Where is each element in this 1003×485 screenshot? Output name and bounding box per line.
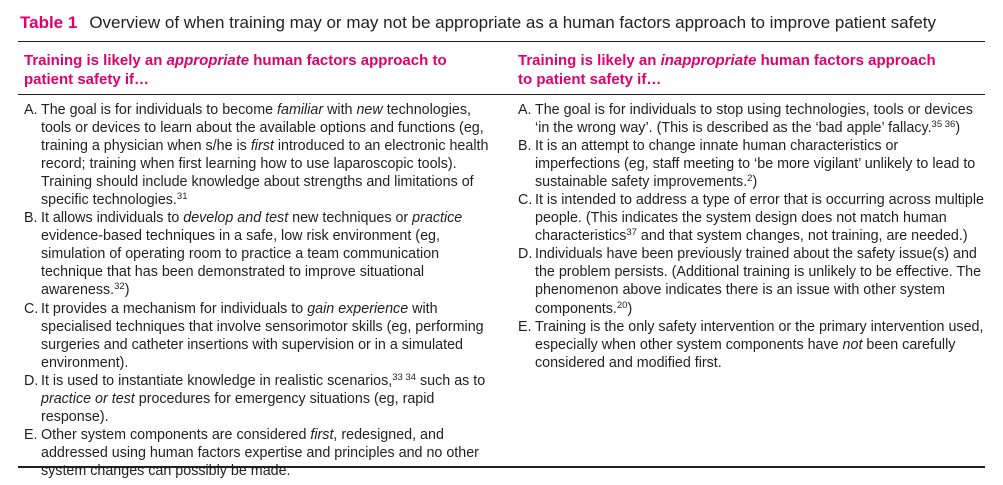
list-item [24, 426, 502, 480]
text-run: Training is likely an [518, 52, 661, 69]
text-run: been carefully considered and modified first. [535, 336, 956, 371]
list-item [518, 245, 984, 317]
text-run: Training is likely an [24, 52, 167, 69]
emphasized-text: practice or test [41, 390, 135, 407]
appropriate-items-list [24, 101, 502, 480]
text-run: and that system changes, not training, are needed.) [636, 228, 968, 245]
text-run: ) [627, 300, 633, 317]
text-run: Other system components are considered [41, 426, 311, 443]
text-run: introduced to an electronic health record; training when first learning how to use laparoscopic tools). Training should include knowledge about strengths and limitations of specific technologies. [41, 138, 489, 209]
text-run: It provides a mechanism for individuals to [41, 300, 308, 317]
top-rule [18, 41, 985, 42]
text-run: human factors approach to patient safety if… [24, 52, 447, 88]
citation-superscript: 33 34 [392, 371, 417, 383]
emphasized-text: new [356, 102, 383, 118]
text-run: , redesigned, and addressed using human factors expertise and principles and no other system changes can possibly be made. [41, 426, 479, 479]
emphasized-text: appropriate [166, 52, 250, 69]
item-letter: D. [24, 372, 39, 389]
text-run: It is intended to address a type of error that is occurring across multiple people. (This indicates the system design does not match human characteristics [535, 192, 984, 245]
list-item [24, 372, 502, 426]
text-run: ) [124, 282, 130, 299]
list-item [24, 300, 502, 372]
citation-superscript: 31 [176, 191, 188, 203]
inappropriate-items-list [518, 101, 984, 372]
emphasized-text: familiar [277, 102, 324, 118]
emphasized-text: gain experience [307, 300, 409, 317]
item-letter: E. [24, 426, 38, 443]
text-run: It is used to instantiate knowledge in realistic scenarios, [41, 372, 393, 389]
emphasized-text: first [310, 426, 334, 443]
citation-superscript: 35 36 [931, 119, 956, 131]
item-letter: B. [518, 138, 532, 155]
list-item [518, 137, 984, 191]
item-letter: A. [24, 102, 38, 118]
item-letter: A. [518, 102, 532, 118]
text-run: procedures for emergency situations (eg, rapid response). [41, 390, 435, 425]
item-letter: E. [518, 318, 532, 335]
text-run: The goal is for individuals to stop using technologies, tools or devices ‘in the wrong way’. (This is described as the ‘bad apple’ fallacy. [535, 102, 973, 137]
table-caption [20, 13, 936, 33]
column-header-inappropriate [518, 51, 948, 89]
emphasized-text: inappropriate [660, 52, 757, 69]
list-item [24, 209, 502, 299]
emphasized-text: practice [412, 210, 463, 227]
emphasized-text: first [250, 138, 274, 155]
item-letter: D. [518, 246, 533, 263]
text-run: new techniques or [288, 210, 413, 227]
text-run: It allows individuals to [41, 210, 184, 227]
text-run: with specialised techniques that involve sensorimotor skills (eg, performing surgeries and catheter insertions with supervision or in a simulated environment). [41, 300, 484, 371]
emphasized-text: not [842, 336, 863, 353]
text-run: such as to [416, 372, 486, 389]
emphasized-text: develop and test [183, 210, 289, 227]
text-run: The goal is for individuals to become [41, 102, 278, 118]
text-run: technologies, tools or devices to learn about the available options and functions (eg, training a physician when s/he is [41, 102, 484, 155]
column-header-appropriate [24, 51, 454, 89]
text-run: Training is the only safety intervention or the primary intervention used, especially when other system components have [535, 318, 984, 353]
table-label: Table 1 [20, 13, 78, 32]
list-item [24, 101, 502, 209]
citation-superscript: 32 [114, 281, 125, 293]
text-run: with [323, 102, 357, 118]
list-item [518, 318, 984, 372]
header-rule [18, 94, 985, 95]
list-item [518, 191, 984, 245]
citation-superscript: 2 [747, 173, 753, 185]
item-letter: C. [24, 300, 39, 317]
table-title: Overview of when training may or may not be appropriate as a human factors approach to improve patient safety [89, 13, 936, 32]
list-item [518, 101, 984, 137]
citation-superscript: 20 [616, 299, 628, 311]
text-run: ) [955, 120, 961, 137]
item-letter: C. [518, 192, 533, 209]
text-run: It is an attempt to change innate human characteristics or imperfections (eg, staff meeting to ‘be more vigilant’ unlikely to lead to sustainable safety improvements. [535, 138, 976, 191]
text-run: human factors approach to patient safety if… [518, 52, 936, 88]
text-run: ) [752, 174, 758, 191]
text-run: evidence-based techniques in a safe, low risk environment (eg, simulation of operating room to practice a team communication technique that has been demonstrated to improve situational awareness. [41, 228, 440, 299]
citation-superscript: 37 [626, 227, 637, 239]
text-run: Individuals have been previously trained about the safety issue(s) and the problem persists. (Additional training is unlikely to be effective. The phenomenon above indicates there is an issue with other system components. [535, 246, 982, 317]
item-letter: B. [24, 210, 38, 227]
